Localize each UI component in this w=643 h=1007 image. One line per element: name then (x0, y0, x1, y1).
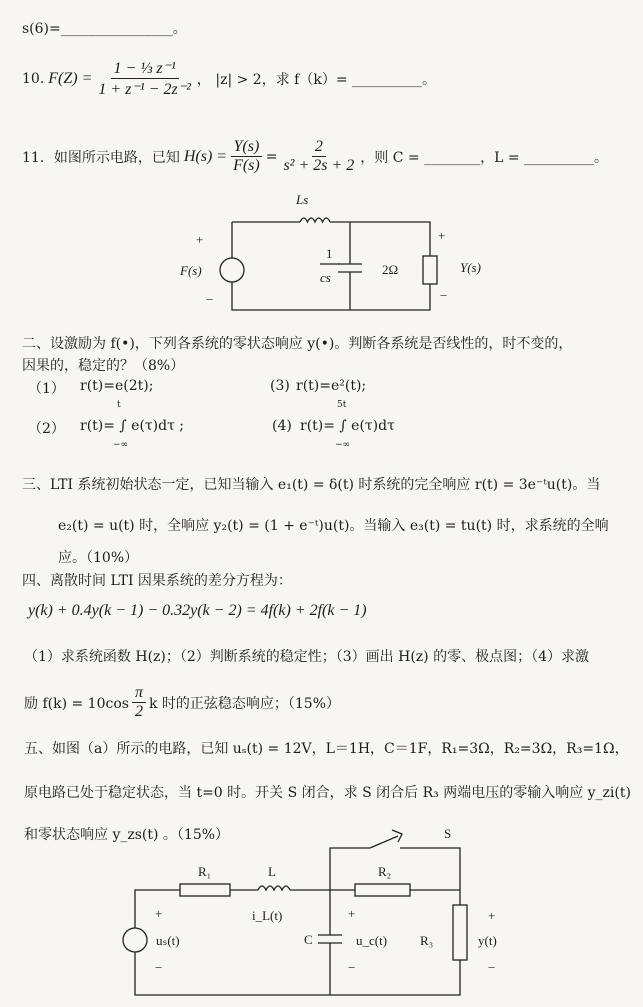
label-us-minus: − (155, 960, 163, 975)
label-switch: S (444, 826, 452, 841)
q3-line1: 三、LTI 系统初始状态一定，已知当输入 e₁(t) = δ(t) 时系统的完全响应 r(t) = 3e⁻ᵗu(t)。当 (22, 477, 601, 493)
label-c: C (304, 932, 313, 947)
q2-item-3: r(t)=e²(t); (296, 378, 367, 394)
q4-pi: π (132, 684, 146, 703)
q4-line1: 四、离散时间 LTI 因果系统的差分方程为： (22, 573, 292, 589)
q9-answer: s(6)=________________。 (22, 21, 187, 37)
label-r3: R₃ (420, 933, 434, 948)
q11-den2: s² + 2s + 2 (283, 157, 355, 174)
q11-num2: 2 (312, 138, 326, 157)
label-inductor: Ls (296, 192, 309, 207)
inductor-l-symbol (258, 886, 290, 890)
q10-denominator: 1 + z⁻¹ − 2z⁻² (98, 81, 191, 98)
label-y-plus: + (488, 908, 496, 923)
label-uc-plus: + (348, 906, 356, 921)
q10-tail: ， |z| > 2，求 f（k）= __________。 (196, 71, 437, 88)
q5-line1: 五、如图（a）所示的电路，已知 uₛ(t) = 12V，L＝1H，C＝1F，R₁=3Ω，R₂=3Ω，R₃=1Ω， (24, 741, 629, 757)
q11-den1: F(s) (233, 157, 260, 174)
q2-item-4-lower: −∞ (335, 440, 351, 450)
q2-item-2-num: （2） (28, 421, 65, 437)
q2-item-4: r(t)= ∫ e(τ)dτ (300, 418, 395, 434)
q11-label: 11．如图所示电路，已知 (22, 149, 180, 166)
q2-line2: 因果的，稳定的？（8%） (22, 358, 185, 374)
q11-tail: ，则 C = ________，L = __________。 (360, 149, 609, 166)
label-us: uₛ(t) (156, 933, 180, 948)
source-symbol (220, 258, 244, 282)
switch-symbol (370, 830, 402, 848)
label-r1: R₁ (198, 864, 212, 879)
r1-symbol (180, 884, 230, 896)
label-il: i_L(t) (252, 908, 283, 923)
label-source: F(s) (180, 263, 202, 278)
label-cap-num: 1 (326, 246, 333, 261)
q10-numerator: 1 − ⅓ z⁻¹ (111, 58, 179, 79)
resistor-symbol (423, 256, 437, 284)
q4-line4-b: k 时的正弦稳态响应；（15%） (148, 695, 341, 712)
r2-symbol (355, 884, 410, 896)
q10-label: 10. (22, 70, 45, 87)
q5-line3: 和零状态响应 y_zs(t) 。（15%） (24, 827, 230, 843)
q4-pi-fraction (132, 684, 146, 721)
q3-line2: e₂(t) = u(t) 时，全响应 y₂(t) = (1 + e⁻ᵗ)u(t)。当输入 e₃(t) = tu(t) 时，求系统的全响 (58, 518, 609, 534)
q11-num1: Y(s) (231, 138, 263, 157)
q2-item-2-lower: −∞ (113, 440, 129, 450)
label-minus: − (206, 292, 214, 307)
q4-two: 2 (134, 703, 143, 720)
q11-lhs: H(s) = (183, 147, 228, 165)
label-cap-den: cs (320, 270, 331, 285)
circuit-2 (123, 826, 497, 995)
q4-equation: y(k) + 0.4y(k − 1) − 0.32y(k − 2) = 4f(k) + 2f(k − 1) (28, 602, 367, 619)
label-resistor: 2Ω (382, 262, 399, 277)
capacitor-c-symbol (318, 935, 342, 943)
label-us-plus: + (155, 906, 163, 921)
q2-item-2: r(t)= ∫ e(τ)dτ ; (80, 418, 184, 434)
q2-item-2-upper: t (117, 400, 121, 410)
circuit-1 (179, 192, 481, 310)
q2-item-3-num: (3) (270, 378, 290, 394)
label-out-plus: + (438, 228, 446, 243)
label-l: L (268, 864, 276, 879)
label-uc-minus: − (348, 960, 356, 975)
label-out-minus: − (440, 288, 448, 303)
label-output: Y(s) (460, 260, 481, 275)
label-r2: R₂ (378, 864, 392, 879)
voltage-source-symbol (123, 928, 147, 952)
q4-line3: （1）求系统函数 H(z)；（2）判断系统的稳定性；（3）画出 H(z) 的零、极点图；（4）求激 (24, 649, 589, 665)
capacitor-symbol (338, 264, 362, 272)
inductor-symbol (300, 218, 330, 222)
label-uc: u_c(t) (356, 933, 388, 948)
q2-line1: 二、设激励为 f(•)，下列各系统的零状态响应 y(•)。判断各系统是否线性的，时不变的， (22, 336, 573, 352)
label-plus: + (196, 232, 204, 247)
q11-eq: = (265, 148, 278, 165)
q3-line3: 应。（10%） (58, 550, 139, 566)
q2-item-4-upper: 5t (337, 400, 347, 410)
label-y-minus: − (488, 960, 496, 975)
q5-line2: 原电路已处于稳定状态，当 t=0 时。开关 S 闭合，求 S 闭合后 R₃ 两端电压的零输入响应 y_zi(t) (24, 785, 631, 801)
label-y: y(t) (478, 933, 497, 948)
q4-line4-a: 励 f(k) = 10cos (24, 695, 129, 712)
q2-item-4-num: (4) (272, 418, 292, 434)
q2-item-1-num: （1） (28, 381, 65, 397)
q2-item-1: r(t)=e(2t); (80, 378, 154, 394)
q10-lhs: F(Z) = (48, 69, 93, 87)
r3-symbol (453, 905, 467, 960)
q4-line4 (24, 684, 340, 721)
